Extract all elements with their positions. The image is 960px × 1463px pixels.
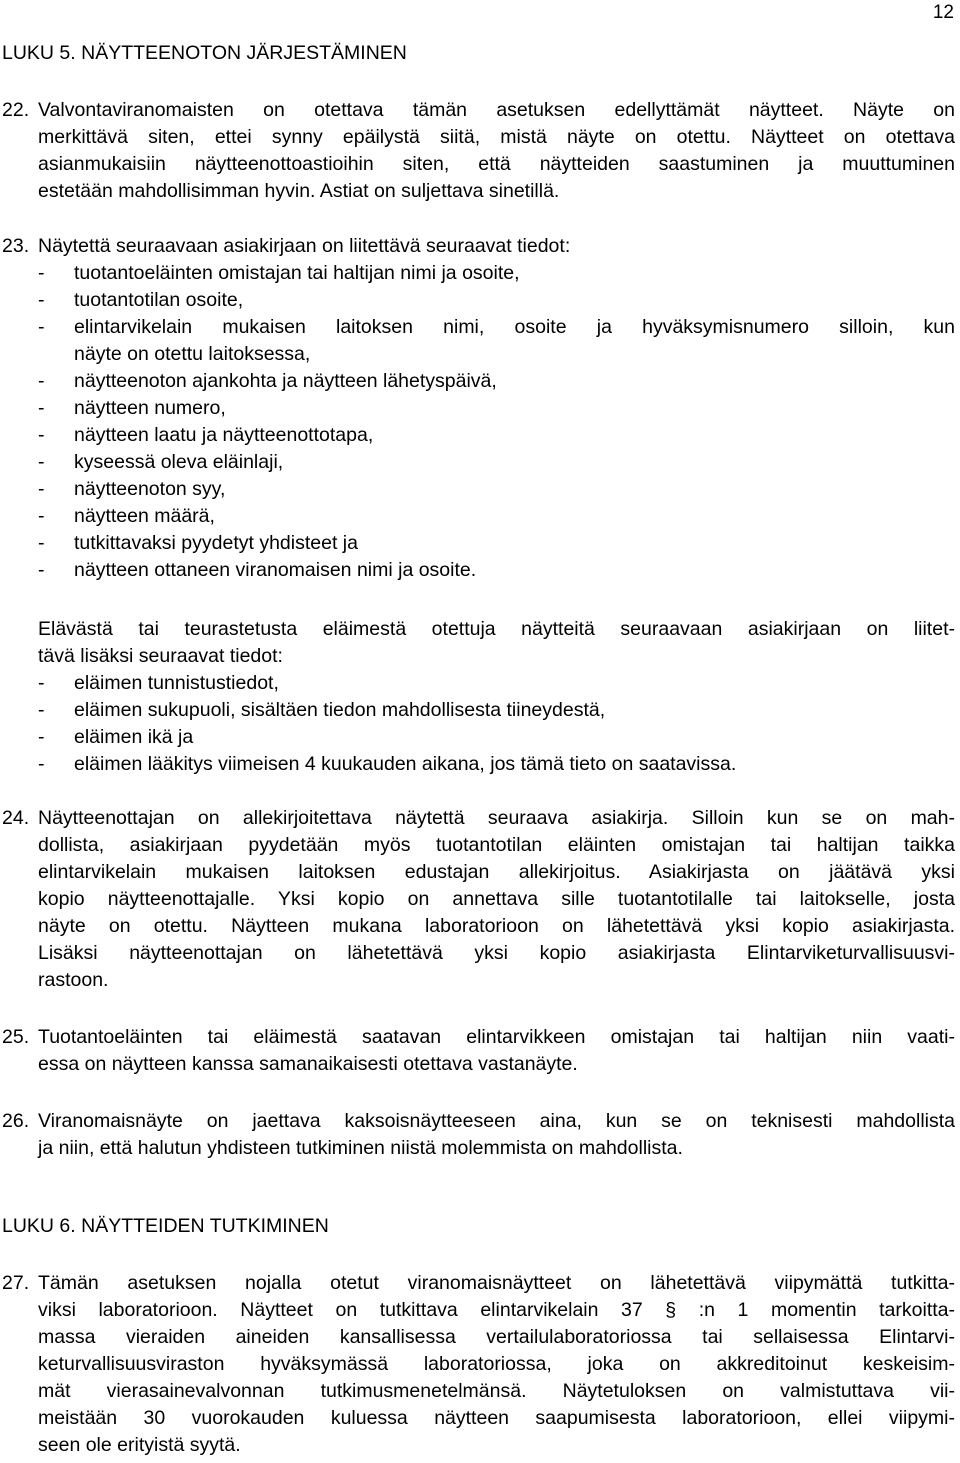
list-dash: - [38, 753, 45, 775]
paragraph-line: ja niin, että halutun yhdisteen tutkiminen niistä molemmista on mahdollista. [38, 1137, 683, 1159]
section-number: 27. [2, 1272, 30, 1294]
list-item: eläimen lääkitys viimeisen 4 kuukauden aikana, jos tämä tieto on saatavissa. [74, 753, 737, 775]
list-item-continuation: näyte on otettu laitoksessa, [74, 343, 311, 365]
list-dash: - [38, 316, 45, 338]
list-item: tuotantotilan osoite, [74, 289, 244, 311]
list-dash: - [38, 532, 45, 554]
section-number: 26. [2, 1110, 30, 1132]
paragraph-line: Näytteenottajan on allekirjoitettava näytettä seuraava asiakirja. Silloin kun se on mah- [38, 807, 955, 829]
chapter-5-heading: LUKU 5. NÄYTTEENOTON JÄRJESTÄMINEN [2, 42, 407, 64]
list-dash: - [38, 262, 45, 284]
list-item: kyseessä oleva eläinlaji, [74, 451, 284, 473]
paragraph-line: Valvontaviranomaisten on otettava tämän asetuksen edellyttämät näytteet. Näyte on [38, 99, 955, 121]
list-item: elintarvikelain mukaisen laitoksen nimi, osoite ja hyväksymisnumero silloin, kun [74, 316, 955, 338]
paragraph-line: massa vieraiden aineiden kansallisessa vertailulaboratoriossa tai sellaisessa Elintarvi- [38, 1326, 955, 1348]
paragraph-line: dollista, asiakirjaan pyydetään myös tuotantotilan eläinten omistajan tai haltijan taikka [38, 834, 955, 856]
paragraph-line: Tuotantoeläinten tai eläimestä saatavan elintarvikkeen omistajan tai haltijan niin vaati- [38, 1026, 955, 1048]
paragraph-line: essa on näytteen kanssa samanaikaisesti otettava vastanäyte. [38, 1053, 578, 1075]
list-dash: - [38, 370, 45, 392]
list-item: näytteenoton ajankohta ja näytteen lähetyspäivä, [74, 370, 497, 392]
page-number: 12 [932, 2, 954, 23]
list-item: näytteen määrä, [74, 505, 215, 527]
list-dash: - [38, 451, 45, 473]
section-number: 24. [2, 807, 30, 829]
paragraph-line: Elävästä tai teurastetusta eläimestä otettuja näytteitä seuraavaan asiakirjaan on liitet- [38, 618, 955, 640]
list-dash: - [38, 289, 45, 311]
paragraph-line: estetään mahdollisimman hyvin. Astiat on suljettava sinetillä. [38, 180, 560, 202]
list-item: tuotantoeläinten omistajan tai haltijan nimi ja osoite, [74, 262, 520, 284]
section-number: 22. [2, 99, 30, 121]
paragraph-line: asianmukaisiin näytteenottoastioihin siten, että näytteiden saastuminen ja muuttuminen [38, 153, 955, 175]
paragraph-line: rastoon. [38, 969, 109, 991]
list-dash: - [38, 672, 45, 694]
list-item: näytteenoton syy, [74, 478, 226, 500]
paragraph-line: näyte on otettu. Näytteen mukana laboratorioon on lähetettävä yksi kopio asiakirjasta. [38, 915, 955, 937]
paragraph-line: keturvallisuusviraston hyväksymässä laboratoriossa, joka on akkreditoinut keskeisim- [38, 1353, 955, 1375]
list-item: eläimen tunnistustiedot, [74, 672, 279, 694]
list-dash: - [38, 559, 45, 581]
chapter-6-heading: LUKU 6. NÄYTTEIDEN TUTKIMINEN [2, 1215, 329, 1237]
paragraph-line: mät vierasainevalvonnan tutkimusmenetelmänsä. Näytetuloksen on valmistuttava vii- [38, 1380, 955, 1402]
section-number: 23. [2, 235, 30, 257]
paragraph-line: tävä lisäksi seuraavat tiedot: [38, 645, 283, 667]
paragraph-line: meistään 30 vuorokauden kuluessa näytteen saapumisesta laboratorioon, ellei viipymi- [38, 1407, 955, 1429]
list-dash: - [38, 505, 45, 527]
paragraph-line: seen ole erityistä syytä. [38, 1434, 241, 1456]
list-item: eläimen sukupuoli, sisältäen tiedon mahdollisesta tiineydestä, [74, 699, 606, 721]
paragraph-line: Tämän asetuksen nojalla otetut viranomaisnäytteet on lähetettävä viipymättä tutkitta- [38, 1272, 955, 1294]
list-dash: - [38, 397, 45, 419]
list-dash: - [38, 424, 45, 446]
list-dash: - [38, 478, 45, 500]
paragraph-line: viksi laboratorioon. Näytteet on tutkittava elintarvikelain 37 § :n 1 momentin tarkoitta- [38, 1299, 955, 1321]
list-dash: - [38, 726, 45, 748]
paragraph-line: Näytettä seuraavaan asiakirjaan on liitettävä seuraavat tiedot: [38, 235, 571, 257]
paragraph-line: Lisäksi näytteenottajan on lähetettävä yksi kopio asiakirjasta Elintarviketurvallisuusvi- [38, 942, 955, 964]
section-number: 25. [2, 1026, 30, 1048]
paragraph-line: merkittävä siten, ettei synny epäilystä siitä, mistä näyte on otettu. Näytteet on otettava [38, 126, 955, 148]
list-item: eläimen ikä ja [74, 726, 194, 748]
list-item: näytteen numero, [74, 397, 226, 419]
list-item: näytteen ottaneen viranomaisen nimi ja osoite. [74, 559, 477, 581]
paragraph-line: elintarvikelain mukaisen laitoksen edustajan allekirjoitus. Asiakirjasta on jäätävä yksi [38, 861, 955, 883]
list-dash: - [38, 699, 45, 721]
list-item: tutkittavaksi pyydetyt yhdisteet ja [74, 532, 358, 554]
list-item: näytteen laatu ja näytteenottotapa, [74, 424, 374, 446]
paragraph-line: kopio näytteenottajalle. Yksi kopio on annettava sille tuotantotilalle tai laitokselle, josta [38, 888, 955, 910]
paragraph-line: Viranomaisnäyte on jaettava kaksoisnäytteeseen aina, kun se on teknisesti mahdollista [38, 1110, 955, 1132]
